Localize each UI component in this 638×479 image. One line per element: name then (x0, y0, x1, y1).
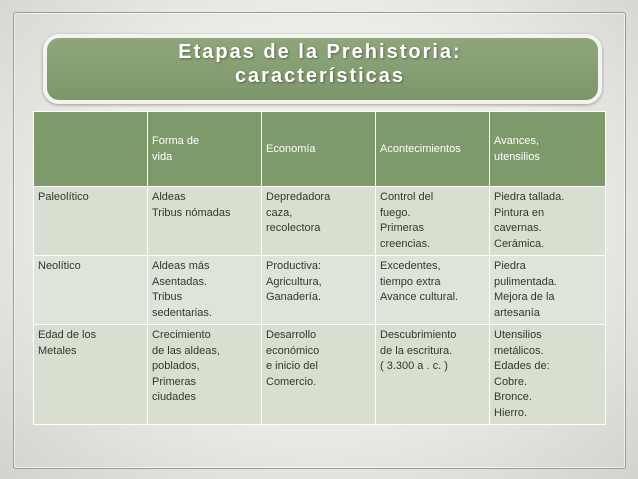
slide-title: Etapas de la Prehistoria: características (178, 41, 462, 87)
characteristics-table (33, 111, 606, 425)
table-row (34, 187, 606, 256)
table-row (34, 325, 606, 425)
row-economy-cell: Desarrollo económico e inicio del Comercio. (262, 325, 376, 425)
header-cell-lifestyle: Forma de vida (148, 112, 262, 187)
header-cell-stage (34, 112, 148, 187)
table-header-row (34, 112, 606, 187)
row-tools-cell: Piedra pulimentada. Mejora de la artesanía (490, 256, 606, 325)
header-cell-tools: Avances, utensilios (490, 112, 606, 187)
row-economy-cell: Depredadora caza, recolectora (262, 187, 376, 256)
header-cell-economy: Economía (262, 112, 376, 187)
header-cell-events: Acontecimientos (376, 112, 490, 187)
row-lifestyle-cell: Aldeas más Asentadas. Tribus sedentarias. (148, 256, 262, 325)
row-tools-cell: Utensilios metálicos. Edades de: Cobre. Bronce. Hierro. (490, 325, 606, 425)
row-lifestyle-cell: Aldeas Tribus nómadas (148, 187, 262, 256)
row-lifestyle-cell: Crecimiento de las aldeas, poblados, Primeras ciudades (148, 325, 262, 425)
row-events-cell: Descubrimiento de la escritura. ( 3.300 a . c. ) (376, 325, 490, 425)
row-economy-cell: Productiva: Agricultura, Ganadería. (262, 256, 376, 325)
row-stage-cell: Neolítico (34, 256, 148, 325)
table-row (34, 256, 606, 325)
row-events-cell: Control del fuego. Primeras creencias. (376, 187, 490, 256)
row-tools-cell: Piedra tallada. Pintura en cavernas. Cerámica. (490, 187, 606, 256)
row-stage-cell: Edad de los Metales (34, 325, 148, 425)
row-stage-cell: Paleolítico (34, 187, 148, 256)
row-events-cell: Excedentes, tiempo extra Avance cultural. (376, 256, 490, 325)
